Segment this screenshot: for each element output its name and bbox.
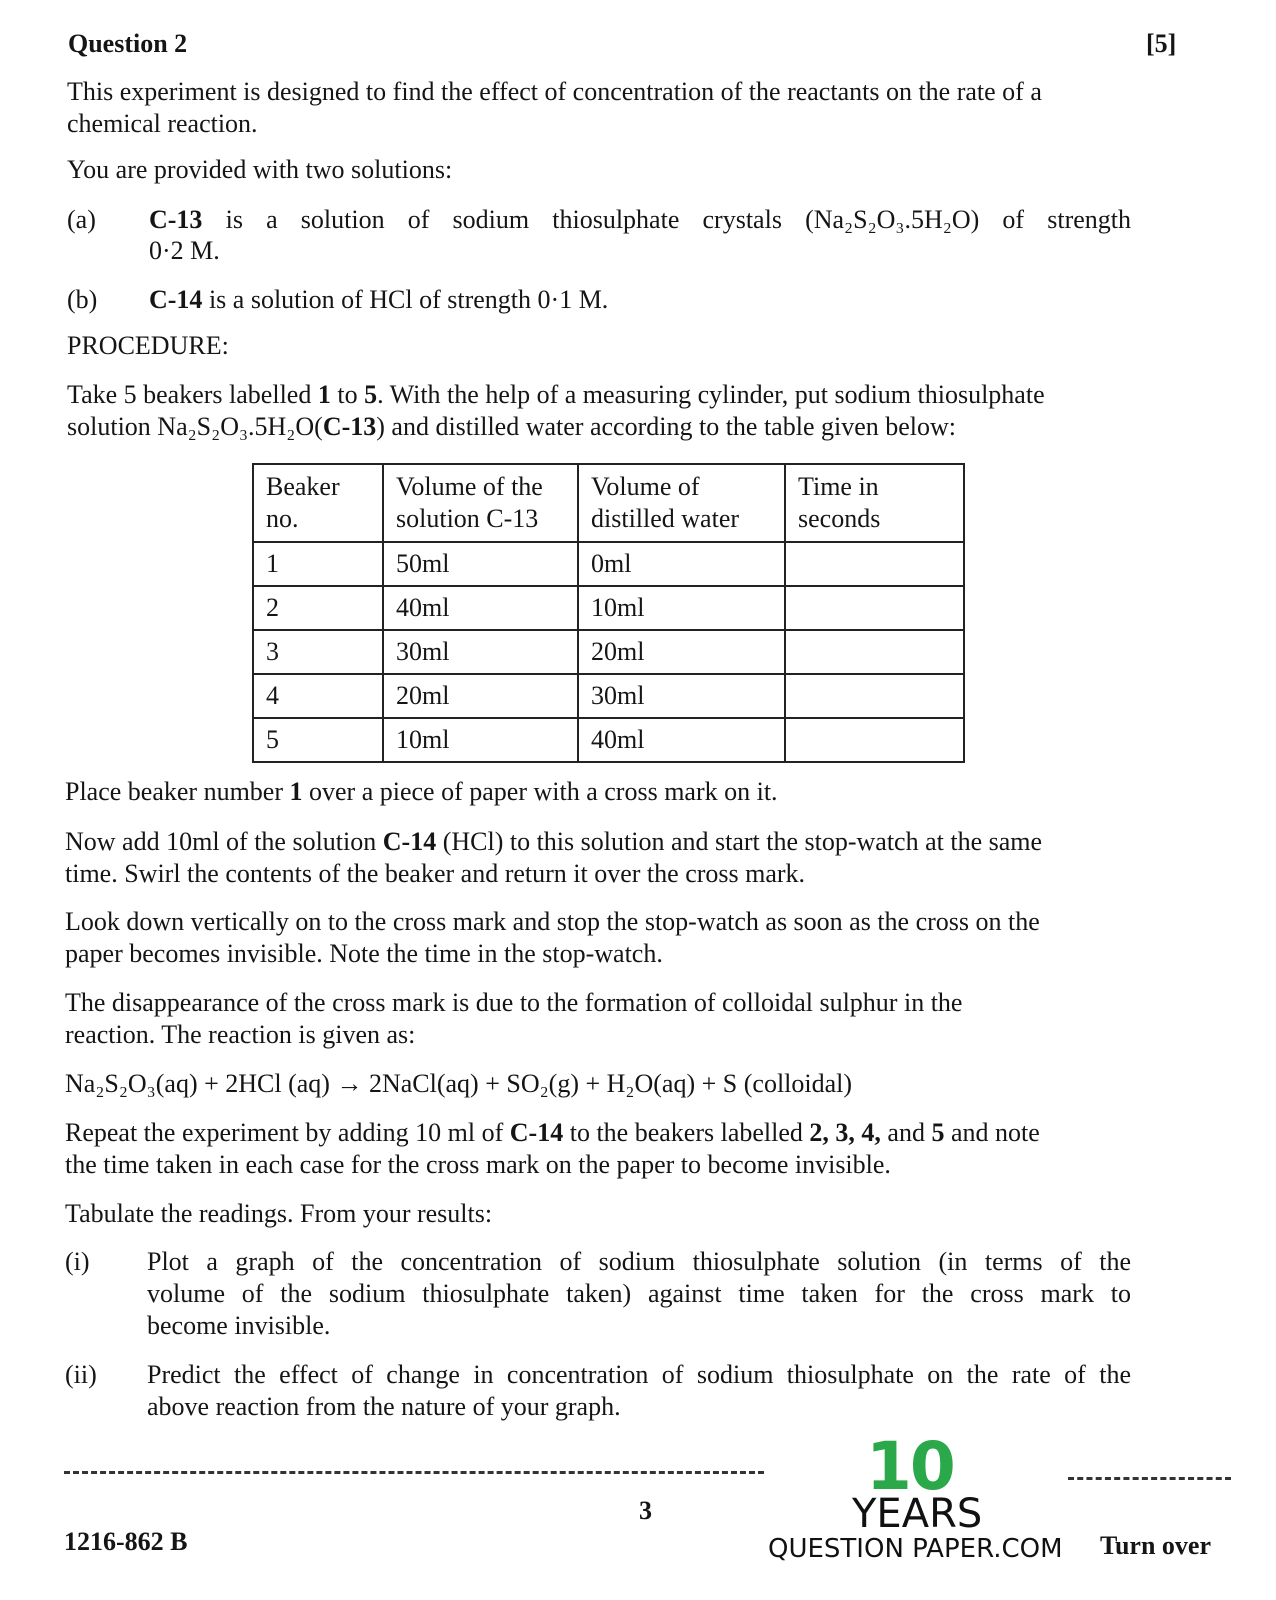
- header-volume-water: Volume of distilled water: [578, 464, 785, 542]
- cell-solution: 20ml: [383, 674, 578, 718]
- step-look-down-line-1: Look down vertically on to the cross mark and stop the stop-watch as soon as the cross on the: [65, 907, 1040, 936]
- watermark-site: QUESTION PAPER.COM: [768, 1534, 1063, 1564]
- task-ii-line-2: above reaction from the nature of your graph.: [147, 1392, 621, 1421]
- cell-solution: 30ml: [383, 630, 578, 674]
- paper-code: 1216-862 B: [64, 1527, 188, 1556]
- solution-b-label: (b): [67, 285, 98, 314]
- table-row: [253, 586, 964, 630]
- cell-solution: 40ml: [383, 586, 578, 630]
- tabulate-text: Tabulate the readings. From your results:: [65, 1199, 493, 1228]
- dashed-rule-right: [1068, 1477, 1231, 1480]
- turn-over-label: Turn over: [1100, 1531, 1211, 1560]
- procedure-heading: PROCEDURE:: [67, 331, 229, 360]
- table-row: [253, 630, 964, 674]
- cell-beaker: 4: [253, 674, 383, 718]
- step-disappearance-line-1: The disappearance of the cross mark is due to the formation of colloidal sulphur in the: [65, 988, 963, 1017]
- page-number: 3: [639, 1496, 652, 1525]
- question-title: Question 2: [68, 29, 188, 58]
- watermark-ten: 10: [866, 1428, 954, 1505]
- cell-beaker: 1: [253, 542, 383, 586]
- header-beaker-no: Beaker no.: [253, 464, 383, 542]
- header-time: Time in seconds: [785, 464, 964, 542]
- task-i-label: (i): [65, 1247, 90, 1276]
- cell-time: [785, 586, 964, 630]
- task-ii-label: (ii): [65, 1360, 97, 1389]
- step-add-hcl-line-1: Now add 10ml of the solution C-14 (HCl) to this solution and start the stop-watch at the same: [65, 827, 1043, 856]
- table-row: [253, 718, 964, 762]
- cell-time: [785, 718, 964, 762]
- marks-label: [5]: [1146, 29, 1177, 58]
- table-row: [253, 674, 964, 718]
- cell-time: [785, 542, 964, 586]
- step-disappearance-line-2: reaction. The reaction is given as:: [65, 1020, 416, 1049]
- cell-water: 30ml: [578, 674, 785, 718]
- step-place-beaker: Place beaker number 1 over a piece of paper with a cross mark on it.: [65, 777, 778, 806]
- procedure-line-1: Take 5 beakers labelled 1 to 5. With the help of a measuring cylinder, put sodium thiosulphate: [67, 380, 1045, 409]
- step-repeat-line-2: the time taken in each case for the cross mark on the paper to become invisible.: [65, 1150, 891, 1179]
- cell-beaker: 3: [253, 630, 383, 674]
- step-look-down-line-2: paper becomes invisible. Note the time in the stop-watch.: [65, 939, 663, 968]
- dashed-rule-left: [64, 1471, 764, 1474]
- cell-beaker: 2: [253, 586, 383, 630]
- solution-b-code: C-14: [149, 285, 203, 314]
- table-row: [253, 542, 964, 586]
- reaction-equation: Na₂S₂O₃(aq) + 2HCl (aq) → 2NaCl(aq) + SO₂(g) + H₂O(aq) + S (colloidal): [65, 1069, 853, 1098]
- step-add-hcl-line-2: time. Swirl the contents of the beaker and return it over the cross mark.: [65, 859, 806, 888]
- cell-time: [785, 630, 964, 674]
- solution-a-line-1: [149, 204, 1131, 236]
- solution-a-text: is a solution of sodium thiosulphate crystals (Na₂S₂O₃.5H₂O) of strength: [225, 205, 1131, 234]
- cell-water: 0ml: [578, 542, 785, 586]
- cell-water: 10ml: [578, 586, 785, 630]
- task-i-line-3: become invisible.: [147, 1311, 331, 1340]
- cell-solution: 10ml: [383, 718, 578, 762]
- solution-a-line-2: 0·2 M.: [149, 236, 220, 265]
- cell-beaker: 5: [253, 718, 383, 762]
- solution-a-label: (a): [67, 205, 96, 234]
- solution-a-code: C-13: [149, 205, 203, 234]
- intro-line-2: chemical reaction.: [67, 109, 258, 138]
- cell-solution: 50ml: [383, 542, 578, 586]
- solution-b-line: [149, 284, 608, 316]
- beaker-table: [252, 463, 965, 763]
- task-ii-line-1: Predict the effect of change in concentration of sodium thiosulphate on the rate of the: [147, 1360, 1131, 1389]
- procedure-line-2: solution Na₂S₂O₃.5H₂O(C-13) and distilled water according to the table given below:: [67, 412, 957, 441]
- watermark-years: YEARS: [852, 1491, 983, 1537]
- cell-water: 20ml: [578, 630, 785, 674]
- task-i-line-2: volume of the sodium thiosulphate taken) against time taken for the cross mark to: [147, 1279, 1131, 1308]
- step-repeat-line-1: Repeat the experiment by adding 10 ml of C-14 to the beakers labelled 2, 3, 4, and 5 and note: [65, 1118, 1040, 1147]
- cell-water: 40ml: [578, 718, 785, 762]
- solution-b-text: is a solution of HCl of strength 0·1 M.: [208, 285, 609, 314]
- cell-time: [785, 674, 964, 718]
- intro-line-1: This experiment is designed to find the effect of concentration of the reactants on the rate of a: [67, 77, 1042, 106]
- provided-text: You are provided with two solutions:: [67, 155, 453, 184]
- header-volume-solution: Volume of the solution C-13: [383, 464, 578, 542]
- task-i-line-1: Plot a graph of the concentration of sodium thiosulphate solution (in terms of the: [147, 1247, 1131, 1276]
- table-header-row: [253, 464, 964, 542]
